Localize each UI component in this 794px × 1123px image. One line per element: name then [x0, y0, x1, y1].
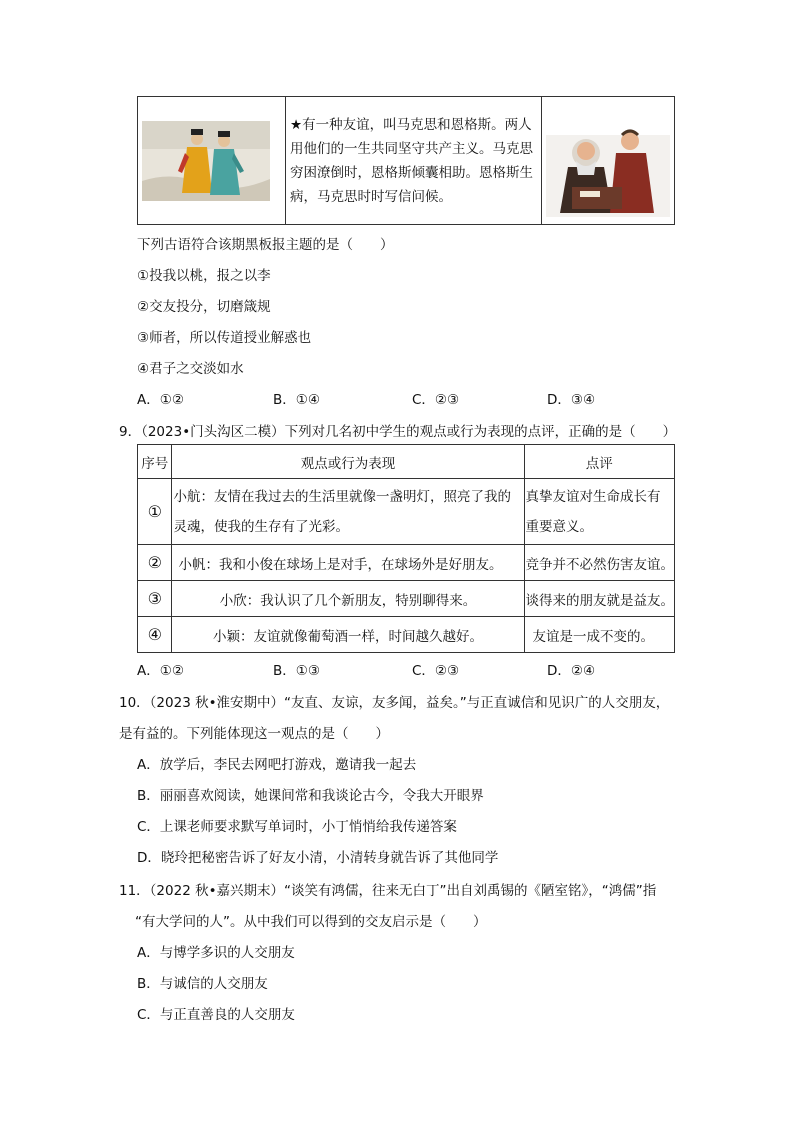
- q10-option-d[interactable]: D．晓玲把秘密告诉了好友小清，小清转身就告诉了其他同学: [137, 850, 499, 866]
- q9-row-4: [138, 617, 675, 653]
- q9-table: [137, 444, 675, 653]
- q9-row-2: [138, 545, 675, 581]
- q9-header-no: 序号: [138, 445, 172, 479]
- q9-row-3-comment: 谈得来的朋友就是益友。: [524, 581, 675, 617]
- q8-item-1: ①投我以桃，报之以李: [137, 268, 271, 284]
- q9-header-comment: 点评: [524, 445, 675, 479]
- q11-stem-line-2: “有大学问的人”。从中我们可以得到的交友启示是（ ）: [135, 914, 487, 930]
- q8-option-c[interactable]: C．②③: [412, 392, 460, 408]
- q11-option-a[interactable]: A．与博学多识的人交朋友: [137, 945, 295, 961]
- q10-stem-line-1: 10．（2023 秋•淮安期中）“友直、友谅，友多闻，益矣。”与正直诚信和见识广的人交朋友，: [119, 695, 670, 711]
- q8-option-b[interactable]: B．①④: [273, 392, 320, 408]
- q8-item-4: ④君子之交淡如水: [137, 361, 244, 377]
- q9-row-1-view-line-1: 小航：友情在我过去的生活里就像一盏明灯，照亮了我的: [173, 488, 511, 505]
- q9-row-1-view: [172, 479, 524, 545]
- q11-stem-line-1: 11．（2022 秋•嘉兴期末）“谈笑有鸿儒，往来无白丁”出自刘禹锡的《陋室铭》，“鸿儒”指: [119, 883, 657, 899]
- q11-option-b[interactable]: B．与诚信的人交朋友: [137, 976, 268, 992]
- q9-option-c[interactable]: C．②③: [412, 663, 460, 679]
- q8-item-2: ②交友投分，切磨箴规: [137, 299, 271, 315]
- q9-row-1: [138, 479, 675, 545]
- q9-row-3-view: 小欣：我认识了几个新朋友，特别聊得来。: [172, 581, 524, 617]
- q8-option-d[interactable]: D．③④: [547, 392, 596, 408]
- q9-row-2-comment: 竞争并不必然伤害友谊。: [524, 545, 675, 581]
- marx-engels-illustration: [546, 105, 670, 217]
- q10-option-c[interactable]: C．上课老师要求默写单词时，小丁悄悄给我传递答案: [137, 819, 457, 835]
- q9-row-2-view: 小帆：我和小俊在球场上是对手，在球场外是好朋友。: [172, 545, 524, 581]
- q9-stem: 9．（2023•门头沟区二模）下列对几名初中学生的观点或行为表现的点评，正确的是（ ）: [119, 424, 677, 440]
- q9-option-d[interactable]: D．②④: [547, 663, 596, 679]
- story-image-cell-right: [542, 97, 675, 225]
- q10-option-b[interactable]: B．丽丽喜欢阅读，她课间常和我谈论古今，令我大开眼界: [137, 788, 484, 804]
- q9-row-4-no: ④: [138, 617, 172, 653]
- story-line-2: 用他们的一生共同坚守共产主义。马克思: [290, 140, 534, 157]
- q9-row-1-comment: [524, 479, 675, 545]
- q8-stem: 下列古语符合该期黑板报主题的是（ ）: [137, 237, 394, 253]
- story-image-cell-left: [138, 97, 286, 225]
- ancient-friends-illustration: [142, 121, 270, 201]
- q9-option-a[interactable]: A．①②: [137, 663, 184, 679]
- q8-item-3: ③师者，所以传道授业解惑也: [137, 330, 312, 346]
- story-line-4: 病，马克思时时写信问候。: [290, 188, 453, 205]
- q9-row-3-no: ③: [138, 581, 172, 617]
- q10-option-a[interactable]: A．放学后，李民去网吧打游戏，邀请我一起去: [137, 757, 417, 773]
- story-text-cell: [286, 97, 542, 225]
- q10-stem-line-2: 是有益的。下列能体现这一观点的是（ ）: [119, 726, 389, 742]
- q9-row-1-comment-line-2: 重要意义。: [525, 518, 593, 535]
- q9-header-view: 观点或行为表现: [172, 445, 524, 479]
- q9-row-4-view: 小颖：友谊就像葡萄酒一样，时间越久越好。: [172, 617, 524, 653]
- q8-option-a[interactable]: A．①②: [137, 392, 184, 408]
- q9-row-2-no: ②: [138, 545, 172, 581]
- story-line-3: 穷困潦倒时，恩格斯倾囊相助。恩格斯生: [290, 164, 534, 181]
- q9-option-b[interactable]: B．①③: [273, 663, 320, 679]
- q11-option-c[interactable]: C．与正直善良的人交朋友: [137, 1007, 295, 1023]
- story-line-1: ★有一种友谊，叫马克思和恩格斯。两人: [290, 116, 532, 133]
- q9-row-1-comment-line-1: 真挚友谊对生命成长有: [525, 488, 661, 505]
- q9-row-4-comment: 友谊是一成不变的。: [524, 617, 675, 653]
- story-table: [137, 96, 675, 225]
- q9-row-3: [138, 581, 675, 617]
- q9-row-1-view-line-2: 灵魂，使我的生存有了光彩。: [173, 518, 349, 535]
- q9-row-1-no: ①: [138, 479, 172, 545]
